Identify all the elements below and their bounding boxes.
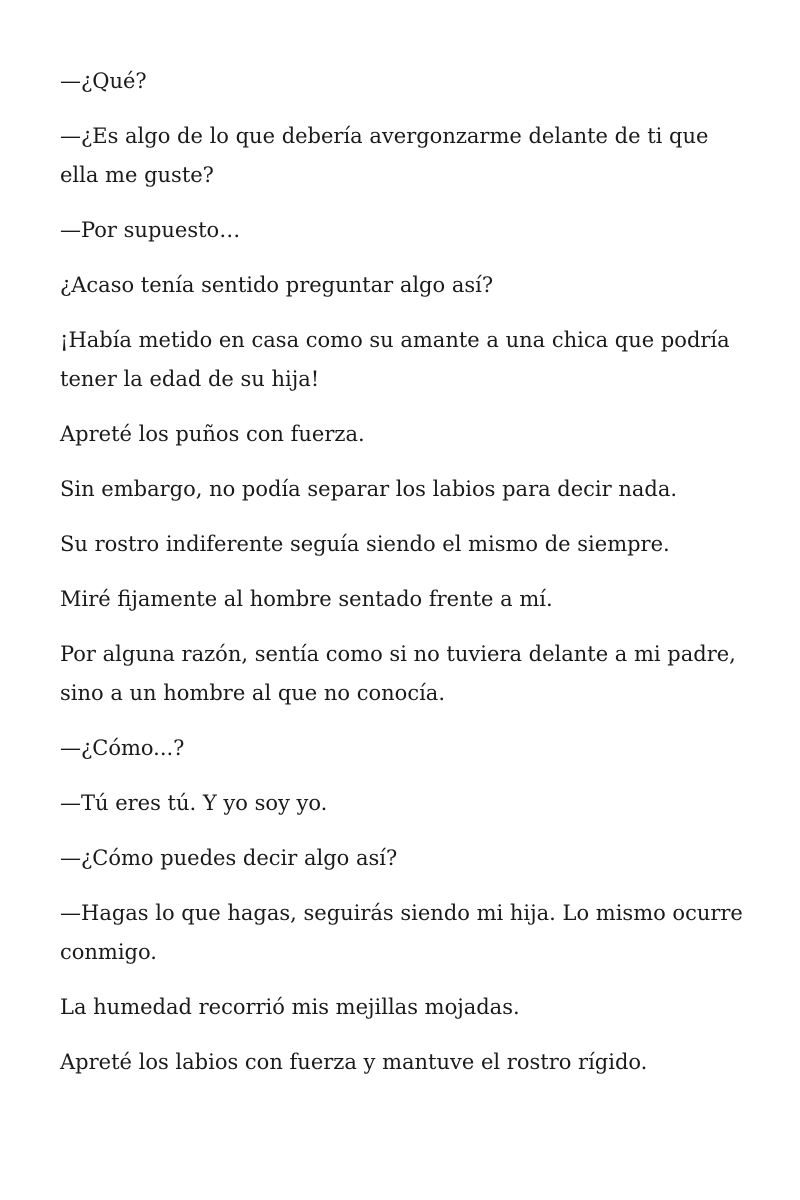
paragraph: Su rostro indiferente seguía siendo el mismo de siempre. xyxy=(60,532,670,556)
paragraph: Por alguna razón, sentía como si no tuviera delante a mi padre, sino a un hombre al que no conocía. xyxy=(60,642,736,705)
paragraph: La humedad recorrió mis mejillas mojadas. xyxy=(60,995,520,1019)
paragraph: —¿Qué? xyxy=(60,69,147,93)
paragraph: ¿Acaso tenía sentido preguntar algo así? xyxy=(60,273,494,297)
paragraph: —¿Cómo...? xyxy=(60,736,185,760)
paragraph: —Hagas lo que hagas, seguirás siendo mi hija. Lo mismo ocurre conmigo. xyxy=(60,901,743,964)
paragraph: —Tú eres tú. Y yo soy yo. xyxy=(60,791,328,815)
paragraph: Apreté los puños con fuerza. xyxy=(60,422,365,446)
paragraph: —Por supuesto… xyxy=(60,218,241,242)
paragraph: Sin embargo, no podía separar los labios para decir nada. xyxy=(60,477,678,501)
paragraph: Apreté los labios con fuerza y mantuve el rostro rígido. xyxy=(60,1050,648,1074)
paragraph: ¡Había metido en casa como su amante a una chica que podría tener la edad de su hija! xyxy=(60,328,730,391)
paragraph: —¿Cómo puedes decir algo así? xyxy=(60,846,398,870)
paragraph: —¿Es algo de lo que debería avergonzarme delante de ti que ella me guste? xyxy=(60,124,709,187)
paragraph: Miré fijamente al hombre sentado frente a mí. xyxy=(60,587,553,611)
document-page xyxy=(60,62,750,1098)
